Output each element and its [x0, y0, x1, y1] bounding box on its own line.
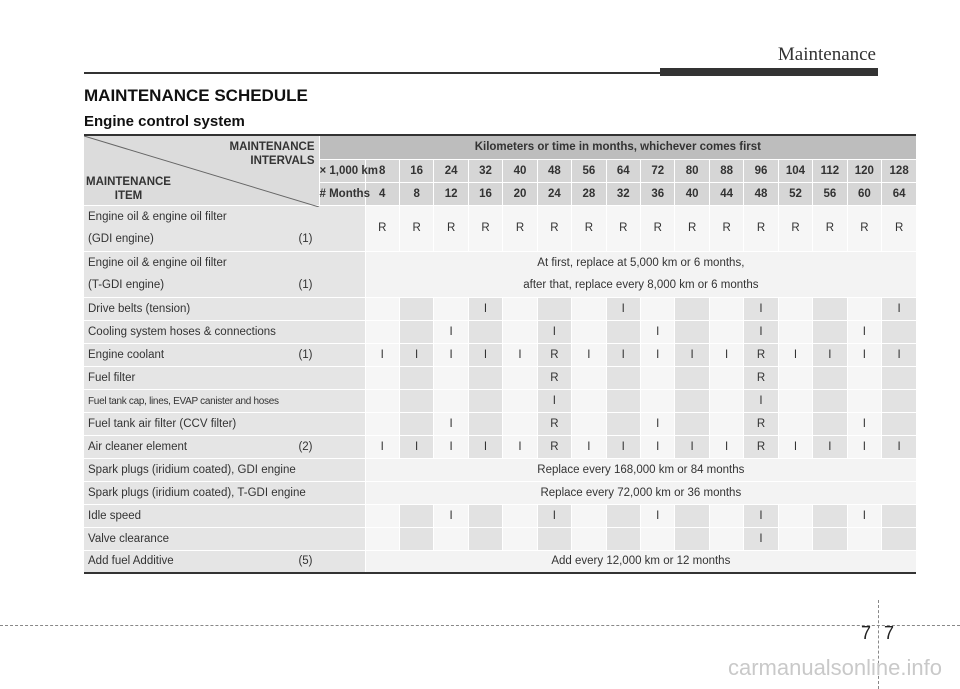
corner-item-label: [86, 175, 171, 203]
months-value-cell: 24: [537, 182, 571, 205]
schedule-cell: [537, 297, 571, 320]
footer-dashed-rule: [0, 625, 960, 626]
corner-bottom-line2: ITEM: [114, 189, 143, 202]
schedule-cell: I: [537, 320, 571, 343]
item-label: Add fuel Additive: [88, 555, 174, 568]
schedule-cell: I: [434, 504, 468, 527]
corner-top-line2: INTERVALS: [250, 155, 315, 167]
schedule-cell: I: [468, 297, 502, 320]
schedule-cell: R: [537, 205, 571, 251]
maintenance-item-cell: [84, 412, 365, 435]
schedule-cell: [399, 412, 433, 435]
schedule-cell: [503, 320, 537, 343]
km-value-cell: 64: [606, 159, 640, 182]
km-value-cell: 16: [399, 159, 433, 182]
km-label: × 1,000 km: [319, 159, 365, 182]
months-value-cell: 56: [813, 182, 847, 205]
schedule-cell: R: [744, 343, 778, 366]
schedule-cell: [399, 297, 433, 320]
schedule-cell: [434, 297, 468, 320]
schedule-cell: [709, 527, 743, 550]
schedule-cell: R: [675, 205, 709, 251]
table-row: [84, 458, 916, 481]
maintenance-item-cell: [84, 458, 365, 481]
schedule-cell: I: [744, 297, 778, 320]
schedule-cell: [572, 389, 606, 412]
km-value-cell: 48: [537, 159, 571, 182]
schedule-span-line2: after that, replace every 8,000 km or 6 months: [523, 279, 759, 291]
item-engine-label: (GDI engine): [88, 233, 154, 245]
schedule-cell: I: [434, 412, 468, 435]
schedule-cell: I: [606, 435, 640, 458]
schedule-cell: [675, 412, 709, 435]
schedule-cell: [675, 297, 709, 320]
schedule-cell: R: [365, 205, 399, 251]
schedule-cell: [434, 527, 468, 550]
schedule-cell: [847, 366, 881, 389]
months-value-cell: 44: [709, 182, 743, 205]
schedule-cell: [882, 366, 917, 389]
item-label: Valve clearance: [88, 532, 169, 545]
item-engine-label: (T-GDI engine): [88, 279, 165, 291]
item-label: Fuel filter: [88, 371, 136, 384]
schedule-cell: I: [572, 343, 606, 366]
schedule-cell: I: [709, 343, 743, 366]
schedule-cell: [778, 412, 812, 435]
schedule-cell: [641, 527, 675, 550]
item-note-ref: (2): [298, 440, 313, 453]
header-row-top: [84, 135, 916, 159]
schedule-cell: R: [503, 205, 537, 251]
schedule-cell: [399, 504, 433, 527]
schedule-cell: I: [847, 343, 881, 366]
months-value-cell: 60: [847, 182, 881, 205]
schedule-cell: [675, 389, 709, 412]
schedule-cell: [813, 504, 847, 527]
table-row: [84, 251, 916, 297]
table-row: [84, 389, 916, 412]
schedule-cell: R: [399, 205, 433, 251]
schedule-cell: [813, 412, 847, 435]
schedule-cell: I: [641, 320, 675, 343]
corner-top-line1: MAINTENANCE: [229, 141, 315, 153]
schedule-cell: I: [503, 435, 537, 458]
schedule-cell: [468, 412, 502, 435]
schedule-cell: [778, 366, 812, 389]
maintenance-item-cell: [84, 297, 365, 320]
schedule-cell: [399, 389, 433, 412]
km-value-cell: 88: [709, 159, 743, 182]
schedule-cell: I: [641, 504, 675, 527]
corner-bottom-line1: MAINTENANCE: [86, 175, 171, 188]
schedule-cell: R: [744, 435, 778, 458]
schedule-cell: R: [434, 205, 468, 251]
schedule-cell: [675, 366, 709, 389]
schedule-cell: R: [606, 205, 640, 251]
schedule-cell: I: [882, 297, 917, 320]
schedule-cell: R: [537, 412, 571, 435]
schedule-cell: [537, 527, 571, 550]
months-value-cell: 28: [572, 182, 606, 205]
page-number-chapter: 7: [861, 623, 872, 643]
maintenance-item-cell: [84, 389, 365, 412]
schedule-cell: [503, 412, 537, 435]
schedule-cell: [572, 366, 606, 389]
schedule-cell: [641, 297, 675, 320]
schedule-cell: I: [468, 435, 502, 458]
schedule-cell: I: [882, 435, 917, 458]
schedule-span-cell: Replace every 168,000 km or 84 months: [365, 458, 916, 481]
maintenance-item-cell: [84, 550, 365, 573]
item-label: Engine coolant: [88, 348, 165, 361]
schedule-cell: [813, 366, 847, 389]
schedule-cell: [365, 412, 399, 435]
months-value-cell: 36: [641, 182, 675, 205]
schedule-cell: I: [468, 343, 502, 366]
watermark-text: carmanualsonline.info: [727, 655, 942, 680]
schedule-cell: R: [572, 205, 606, 251]
km-value-cell: 104: [778, 159, 812, 182]
schedule-cell: [675, 527, 709, 550]
schedule-cell: [709, 297, 743, 320]
km-value-cell: 72: [641, 159, 675, 182]
schedule-cell: R: [882, 205, 917, 251]
schedule-cell: I: [606, 297, 640, 320]
schedule-cell: I: [847, 435, 881, 458]
schedule-cell: [399, 366, 433, 389]
table-row: [84, 550, 916, 573]
months-value-cell: 64: [882, 182, 917, 205]
maintenance-item-cell: [84, 435, 365, 458]
schedule-span-cell: Add every 12,000 km or 12 months: [365, 550, 916, 573]
schedule-cell: [675, 504, 709, 527]
item-label: Drive belts (tension): [88, 302, 191, 315]
schedule-cell: [572, 320, 606, 343]
schedule-cell: [882, 504, 917, 527]
item-label-line1: Engine oil & engine oil filter: [88, 257, 227, 269]
table-row: [84, 320, 916, 343]
schedule-cell: R: [468, 205, 502, 251]
item-label: Idle speed: [88, 509, 142, 522]
schedule-cell: [503, 297, 537, 320]
schedule-cell: [813, 320, 847, 343]
schedule-cell: [365, 297, 399, 320]
schedule-cell: I: [847, 504, 881, 527]
months-label: # Months: [319, 182, 365, 205]
schedule-cell: [778, 504, 812, 527]
schedule-cell: I: [537, 389, 571, 412]
schedule-cell: I: [606, 343, 640, 366]
schedule-cell: [503, 366, 537, 389]
item-label: Cooling system hoses & connections: [88, 325, 276, 338]
schedule-cell: [503, 389, 537, 412]
schedule-cell: I: [641, 435, 675, 458]
header-rule-thin: [84, 72, 660, 74]
section-subtitle: Engine control system: [84, 113, 245, 130]
schedule-cell: [641, 366, 675, 389]
schedule-cell: I: [503, 343, 537, 366]
table-row: [84, 527, 916, 550]
months-value-cell: 8: [399, 182, 433, 205]
schedule-cell: R: [813, 205, 847, 251]
schedule-cell: [882, 412, 917, 435]
km-value-cell: 112: [813, 159, 847, 182]
schedule-cell: [813, 297, 847, 320]
schedule-cell: R: [641, 205, 675, 251]
item-label: Spark plugs (iridium coated), GDI engine: [88, 463, 296, 476]
schedule-cell: I: [434, 320, 468, 343]
schedule-cell: R: [537, 435, 571, 458]
maintenance-item-cell: [84, 504, 365, 527]
schedule-cell: [778, 320, 812, 343]
schedule-cell: [468, 366, 502, 389]
schedule-cell: I: [778, 343, 812, 366]
months-value-cell: 16: [468, 182, 502, 205]
km-value-cell: 96: [744, 159, 778, 182]
schedule-cell: I: [709, 435, 743, 458]
months-value-cell: 40: [675, 182, 709, 205]
schedule-cell: [503, 527, 537, 550]
schedule-cell: I: [675, 343, 709, 366]
schedule-cell: R: [847, 205, 881, 251]
schedule-cell: [606, 504, 640, 527]
item-note-ref: (1): [298, 233, 313, 245]
months-value-cell: 48: [744, 182, 778, 205]
schedule-cell: [778, 389, 812, 412]
schedule-cell: [606, 320, 640, 343]
corner-header-cell: [84, 135, 319, 205]
schedule-cell: R: [744, 205, 778, 251]
schedule-cell: [847, 389, 881, 412]
schedule-cell: [572, 412, 606, 435]
schedule-cell: [572, 527, 606, 550]
corner-intervals-label: [230, 140, 315, 168]
schedule-cell: [365, 527, 399, 550]
km-value-cell: 8: [365, 159, 399, 182]
maintenance-item-cell: [84, 251, 365, 297]
months-value-cell: 52: [778, 182, 812, 205]
schedule-cell: [572, 504, 606, 527]
schedule-cell: [709, 412, 743, 435]
schedule-span-cell: [365, 251, 916, 297]
maintenance-item-cell: [84, 205, 365, 251]
schedule-cell: R: [778, 205, 812, 251]
months-value-cell: 32: [606, 182, 640, 205]
item-label: Fuel tank air filter (CCV filter): [88, 417, 237, 430]
item-label: Fuel tank cap, lines, EVAP canister and hoses: [88, 395, 279, 407]
schedule-cell: [882, 389, 917, 412]
schedule-span-cell: Replace every 72,000 km or 36 months: [365, 481, 916, 504]
item-label-line2: [88, 228, 365, 250]
maintenance-item-cell: [84, 481, 365, 504]
schedule-cell: I: [537, 504, 571, 527]
item-label-line2: [88, 274, 365, 296]
km-value-cell: 56: [572, 159, 606, 182]
schedule-cell: [709, 504, 743, 527]
schedule-cell: I: [641, 412, 675, 435]
schedule-cell: I: [675, 435, 709, 458]
km-value-cell: 32: [468, 159, 502, 182]
schedule-cell: R: [537, 343, 571, 366]
schedule-cell: [468, 527, 502, 550]
schedule-cell: [434, 366, 468, 389]
schedule-cell: [709, 320, 743, 343]
interval-header-label: Kilometers or time in months, whichever comes first: [319, 135, 916, 159]
schedule-cell: [399, 527, 433, 550]
schedule-cell: [468, 504, 502, 527]
item-label: Air cleaner element: [88, 440, 188, 453]
schedule-cell: [882, 320, 917, 343]
km-value-cell: 120: [847, 159, 881, 182]
schedule-cell: [778, 297, 812, 320]
schedule-cell: I: [434, 435, 468, 458]
schedule-cell: [365, 504, 399, 527]
table-row: [84, 343, 916, 366]
schedule-cell: I: [847, 412, 881, 435]
schedule-cell: [847, 527, 881, 550]
schedule-cell: I: [847, 320, 881, 343]
months-value-cell: 4: [365, 182, 399, 205]
schedule-cell: I: [365, 343, 399, 366]
schedule-cell: [503, 504, 537, 527]
schedule-cell: [606, 412, 640, 435]
schedule-cell: I: [744, 320, 778, 343]
schedule-cell: [709, 366, 743, 389]
item-note-ref: (5): [298, 555, 313, 568]
km-value-cell: 24: [434, 159, 468, 182]
schedule-cell: [572, 297, 606, 320]
schedule-cell: [434, 389, 468, 412]
schedule-cell: I: [813, 435, 847, 458]
maintenance-item-cell: [84, 320, 365, 343]
maintenance-schedule-table: [84, 134, 916, 574]
table-row: [84, 435, 916, 458]
header-section-title: Maintenance: [777, 44, 876, 65]
table-row: [84, 481, 916, 504]
schedule-cell: [813, 389, 847, 412]
schedule-cell: [399, 320, 433, 343]
schedule-cell: [675, 320, 709, 343]
schedule-cell: I: [399, 343, 433, 366]
maintenance-item-cell: [84, 366, 365, 389]
schedule-cell: [882, 527, 917, 550]
schedule-cell: [606, 366, 640, 389]
item-note-ref: (1): [298, 348, 313, 361]
schedule-cell: I: [744, 389, 778, 412]
header-rule-thick: [660, 68, 878, 76]
schedule-cell: [365, 389, 399, 412]
months-value-cell: 20: [503, 182, 537, 205]
page-number-page: 7: [884, 623, 895, 643]
schedule-cell: I: [641, 343, 675, 366]
schedule-cell: [606, 389, 640, 412]
schedule-cell: I: [778, 435, 812, 458]
schedule-cell: I: [744, 504, 778, 527]
schedule-cell: [468, 320, 502, 343]
schedule-cell: [468, 389, 502, 412]
maintenance-item-cell: [84, 527, 365, 550]
schedule-cell: [365, 320, 399, 343]
schedule-cell: [606, 527, 640, 550]
km-value-cell: 80: [675, 159, 709, 182]
schedule-cell: I: [434, 343, 468, 366]
schedule-cell: [847, 297, 881, 320]
schedule-cell: [709, 389, 743, 412]
schedule-cell: R: [709, 205, 743, 251]
schedule-cell: [778, 527, 812, 550]
schedule-cell: [813, 527, 847, 550]
schedule-cell: R: [744, 366, 778, 389]
table-row: [84, 297, 916, 320]
km-value-cell: 128: [882, 159, 917, 182]
schedule-cell: [365, 366, 399, 389]
item-note-ref: (1): [298, 279, 313, 291]
schedule-cell: I: [744, 527, 778, 550]
schedule-cell: I: [399, 435, 433, 458]
schedule-cell: I: [813, 343, 847, 366]
schedule-cell: I: [572, 435, 606, 458]
item-label-line1: Engine oil & engine oil filter: [88, 211, 227, 223]
table-row: [84, 412, 916, 435]
months-value-cell: 12: [434, 182, 468, 205]
schedule-cell: R: [537, 366, 571, 389]
page-title: MAINTENANCE SCHEDULE: [84, 86, 308, 105]
maintenance-item-cell: [84, 343, 365, 366]
schedule-cell: I: [882, 343, 917, 366]
table-row: [84, 504, 916, 527]
schedule-cell: [641, 389, 675, 412]
table-row: [84, 205, 916, 251]
schedule-cell: R: [744, 412, 778, 435]
km-value-cell: 40: [503, 159, 537, 182]
schedule-span-line1: At first, replace at 5,000 km or 6 months,: [537, 257, 745, 269]
table-row: [84, 366, 916, 389]
schedule-cell: I: [365, 435, 399, 458]
item-label: Spark plugs (iridium coated), T-GDI engine: [88, 486, 306, 499]
